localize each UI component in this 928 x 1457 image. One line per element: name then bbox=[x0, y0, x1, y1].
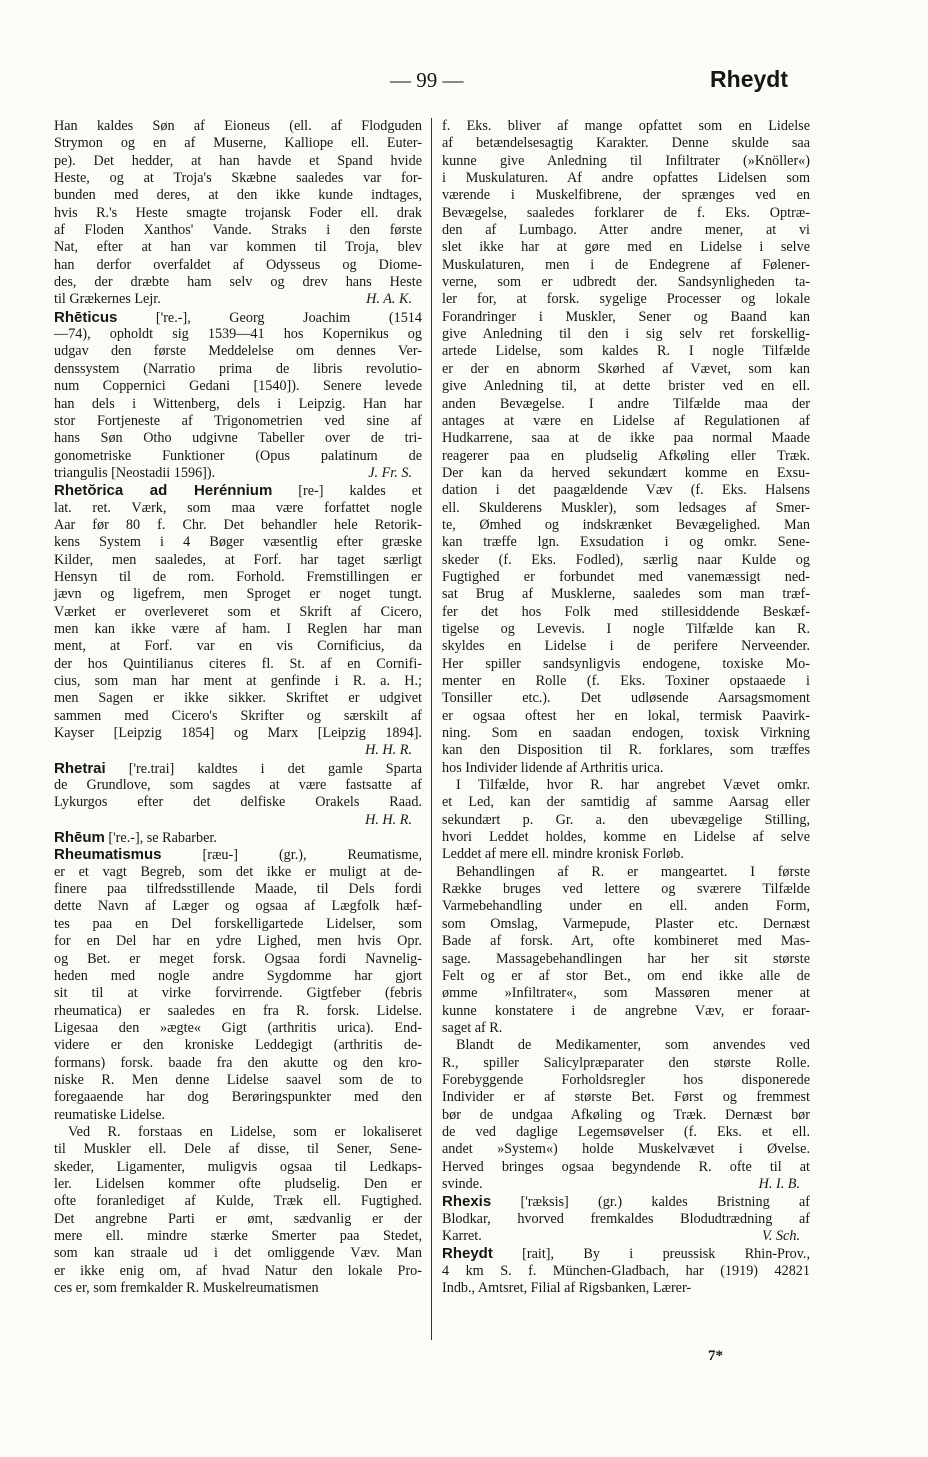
text-line bbox=[442, 343, 810, 360]
line-text: Indb., Amtsret, Filial af Rigsbanken, Lærer- bbox=[442, 1280, 692, 1297]
line-text: heden med nogle andre Sygdomme har gjort bbox=[54, 967, 422, 984]
text-line bbox=[442, 1245, 810, 1262]
text-line bbox=[54, 378, 422, 395]
line-text: gonometriske Funktioner (Opus palatinum de bbox=[54, 447, 422, 464]
line-text: kunne konstatere i de angrebne Væv, er foraar- bbox=[442, 1002, 810, 1019]
line-text: udgav den første Meddelelse om dennes Ver- bbox=[54, 343, 422, 360]
line-text: ment, at Forf. var en vis Cornificius, da bbox=[54, 638, 422, 655]
line-text: Individer er af største Bet. Først og fremmest bbox=[442, 1089, 810, 1106]
text-line bbox=[442, 638, 810, 655]
text-line bbox=[442, 864, 810, 881]
line-text: Lykurgos efter det delfiske Orakels Raad. bbox=[54, 794, 422, 811]
text-line bbox=[54, 1176, 422, 1193]
text-line bbox=[54, 794, 422, 811]
text-line bbox=[442, 569, 810, 586]
line-text: som kan straale ud i det omliggende Væv. Man bbox=[54, 1245, 422, 1262]
text-line bbox=[54, 396, 422, 413]
text-line bbox=[442, 187, 810, 204]
line-text: rheumatica) er saaledes en fra R. forsk. Lidelse. bbox=[54, 1002, 422, 1019]
text-line bbox=[54, 673, 422, 690]
text-line bbox=[54, 586, 422, 603]
text-line bbox=[54, 881, 422, 898]
text-line bbox=[442, 933, 810, 950]
text-line bbox=[54, 170, 422, 187]
line-text: cius, som man har ment at genfinde i R. a. H.; bbox=[54, 673, 422, 689]
line-text: til Grækernes Lejr. bbox=[54, 291, 161, 308]
text-line bbox=[442, 1141, 810, 1158]
author-signature: J. Fr. S. bbox=[368, 464, 412, 481]
line-text: til Muskler ell. Dele af disse, til Sener, Sene- bbox=[54, 1141, 422, 1158]
text-line bbox=[54, 933, 422, 950]
entry-headword: Rhēum bbox=[54, 829, 105, 847]
line-text: kens System i 4 Bøger væsentlig efter græske bbox=[54, 534, 422, 551]
text-line bbox=[442, 586, 810, 603]
text-line bbox=[442, 1037, 810, 1054]
text-line bbox=[54, 1211, 422, 1228]
line-text: Der kan da herved sekundært komme en Exsu- bbox=[442, 464, 810, 481]
line-text: reagerer paa en pludselig Afkøling eller Træk. bbox=[442, 447, 810, 464]
line-text: ning. Som en saadan endogen, toxisk Virkning bbox=[442, 725, 810, 742]
text-line bbox=[54, 829, 422, 846]
line-text: stor Fortjeneste af Trigonometrien ved sine af bbox=[54, 412, 422, 429]
line-text: Hensyn til de rom. Forhold. Fremstillingen er bbox=[54, 568, 422, 585]
line-text: ['ræksis] (gr.) kaldes Bristning af bbox=[491, 1194, 810, 1211]
text-line bbox=[54, 153, 422, 170]
line-text: ['re.-], Georg Joachim (1514 bbox=[117, 309, 422, 326]
text-line bbox=[442, 1107, 810, 1124]
line-text: Række bruges ved lettere og sværere Tilfælde bbox=[442, 881, 810, 898]
line-text: hvis R.'s Heste smagte trojansk Foder ell. drak bbox=[54, 204, 422, 221]
line-text: num Coppernici Gedani [1540]). Senere levede bbox=[54, 378, 422, 395]
text-line bbox=[54, 898, 422, 915]
line-text: [ræu-] (gr.), Reumatisme, bbox=[161, 847, 422, 864]
text-line bbox=[442, 656, 810, 673]
line-text: kan den Disposition til R. forklares, som træffes bbox=[442, 742, 810, 759]
text-line bbox=[442, 673, 810, 690]
text-line bbox=[54, 222, 422, 239]
line-text: svinde. bbox=[442, 1175, 483, 1192]
line-text: R., spiller Salicylpræparater den største Rolle. bbox=[442, 1054, 810, 1071]
line-text: mere ell. mindre stærke Smerter paa Stedet, bbox=[54, 1228, 422, 1244]
line-text: af betændelsesagtig Karakter. Denne skulde saa bbox=[442, 135, 810, 152]
line-text: 4 km S. f. München-Gladbach, har (1919) 42821 bbox=[442, 1262, 810, 1279]
line-text: dette Navn af Læger og ogsaa af Lægfolk hæf- bbox=[54, 898, 422, 915]
line-text: sage. Massagebehandlingen har her sit største bbox=[442, 950, 810, 967]
text-line bbox=[442, 1159, 810, 1176]
text-line bbox=[54, 916, 422, 933]
text-line bbox=[54, 274, 422, 291]
line-text: hvori Leddet holdes, komme en Lidelse af selve bbox=[442, 829, 810, 846]
text-line bbox=[54, 968, 422, 985]
text-line bbox=[442, 465, 810, 482]
line-text: de Grundlove, som sagdes at være fastsatte af bbox=[54, 777, 422, 794]
line-text: reumatiske Lidelse. bbox=[54, 1106, 166, 1123]
author-signature: V. Sch. bbox=[762, 1228, 800, 1244]
text-line bbox=[442, 881, 810, 898]
text-line bbox=[54, 1003, 422, 1020]
text-line bbox=[54, 448, 422, 465]
entry-headword: Rheumatismus bbox=[54, 846, 162, 864]
line-text: Heste, og at Troja's Skæbne saaledes var for- bbox=[54, 170, 422, 187]
line-text: Det angrebne Parti er ømt, sædvanlig er der bbox=[54, 1210, 422, 1227]
line-text: hos Individer lidende af Arthritis urica. bbox=[442, 759, 664, 776]
text-line bbox=[54, 777, 422, 794]
author-signature: H. H. R. bbox=[365, 811, 412, 828]
text-line bbox=[54, 1159, 422, 1176]
line-text: Kilder, men saaledes, at Forf. har taget særligt bbox=[54, 551, 422, 568]
text-line bbox=[442, 378, 810, 395]
text-line bbox=[442, 309, 810, 326]
line-text: andet »System«) holde Muskelvævet i Øvelse. bbox=[442, 1141, 810, 1158]
line-text: artede Lidelse, som kaldes R. I nogle Tilfælde bbox=[442, 343, 810, 360]
line-text: og Bet. er meget forsk. Ogsaa fordi Navnelig- bbox=[54, 950, 422, 967]
entry-headword: Rhetŏrica ad Herénnium bbox=[54, 482, 273, 500]
text-line bbox=[54, 413, 422, 430]
text-line bbox=[54, 656, 422, 673]
line-text: er ikke enig om, af hvad Natur den lokale Pro- bbox=[54, 1262, 422, 1279]
line-text: sit til at virke forvirrende. Gigtfeber (febris bbox=[54, 985, 422, 1002]
line-text: men Sagen er ikke sikker. Skriftet er udgivet bbox=[54, 690, 422, 707]
author-signature: H. H. R. bbox=[365, 742, 412, 759]
line-text: kunne give Anledning til Infiltrater (»Knöller«) bbox=[442, 152, 810, 169]
text-line bbox=[54, 604, 422, 621]
page-header bbox=[0, 66, 928, 96]
line-text: fer det hos Folk med stillesiddende Beskæf- bbox=[442, 603, 810, 620]
text-line bbox=[54, 1055, 422, 1072]
running-head: Rheydt bbox=[710, 66, 788, 92]
text-line bbox=[442, 1089, 810, 1106]
line-text: Muskulaturen, men i de Endegrene af Følener- bbox=[442, 256, 810, 273]
text-line bbox=[442, 239, 810, 256]
text-line bbox=[54, 1124, 422, 1141]
line-text: [re-] kaldes et bbox=[272, 483, 422, 500]
text-line bbox=[442, 1124, 810, 1141]
line-text: den af Lumbago. Atter andre mener, at vi bbox=[442, 222, 810, 239]
line-text: finere paa tilfredsstillende Maade, til Dels fordi bbox=[54, 881, 422, 898]
line-text: menter en Rolle (f. Eks. Toxiner opstaaede i bbox=[442, 673, 810, 689]
left-column bbox=[54, 118, 422, 1297]
text-line bbox=[54, 361, 422, 378]
text-line bbox=[442, 274, 810, 291]
author-signature: H. A. K. bbox=[366, 291, 412, 308]
text-line bbox=[54, 1089, 422, 1106]
text-line bbox=[54, 205, 422, 222]
line-text: skyldes en Lidelse i de perifere Nerveender. bbox=[442, 638, 810, 655]
line-text: give Anledning til, at dette brister ved en ell. bbox=[442, 378, 810, 395]
entry-headword: Rhexis bbox=[442, 1193, 492, 1211]
text-line bbox=[442, 1020, 810, 1037]
line-text: formans) forsk. baade fra den akutte og den kro- bbox=[54, 1054, 422, 1071]
entry-headword: Rhēticus bbox=[54, 308, 118, 326]
line-text: I Tilfælde, hvor R. har angrebet Vævet omkr. bbox=[456, 777, 810, 794]
line-text: værende i Muskelfibrene, der sprænges ved en bbox=[442, 187, 810, 204]
text-line bbox=[54, 500, 422, 517]
text-line bbox=[54, 1228, 422, 1245]
line-text: i Muskulaturen. Af andre opfattes Lidelsen som bbox=[442, 170, 810, 187]
line-text: kan træffe lgn. Exsudation i og omkr. Sene- bbox=[442, 534, 810, 551]
line-text: Ligesaa den »ægte« Gigt (arthritis urica). End- bbox=[54, 1019, 422, 1036]
line-text: hans Søn Otho udgivne Tabeller over de tri- bbox=[54, 430, 422, 447]
line-text: Tonsiller etc.). Det udløsende Aarsagsmoment bbox=[442, 690, 810, 707]
text-line bbox=[442, 951, 810, 968]
text-line bbox=[442, 742, 810, 759]
text-line bbox=[442, 448, 810, 465]
line-text: Kayser [Leipzig 1854] og Marx [Leipzig 1894]. bbox=[54, 725, 422, 742]
text-line bbox=[442, 1280, 810, 1297]
text-line bbox=[442, 985, 810, 1002]
line-text: dation i det paagældende Væv (f. Eks. Halsens bbox=[442, 482, 810, 499]
text-line bbox=[442, 396, 810, 413]
text-line bbox=[442, 517, 810, 534]
text-line bbox=[54, 569, 422, 586]
text-line bbox=[442, 604, 810, 621]
text-line bbox=[54, 638, 422, 655]
text-line bbox=[54, 951, 422, 968]
text-line bbox=[442, 690, 810, 707]
text-line bbox=[54, 708, 422, 725]
line-text: Karret. bbox=[442, 1228, 482, 1244]
text-line bbox=[54, 621, 422, 638]
text-line bbox=[54, 690, 422, 707]
line-text: te, Ømhed og indskrænket Bevægelighed. Man bbox=[442, 516, 810, 533]
text-line bbox=[442, 205, 810, 222]
text-line bbox=[442, 1228, 810, 1245]
text-line bbox=[54, 517, 422, 534]
text-line bbox=[442, 708, 810, 725]
line-text: —74), opholdt sig 1539—41 hos Kopernikus og bbox=[54, 326, 422, 343]
signature-mark: 7* bbox=[708, 1348, 723, 1364]
text-line bbox=[442, 812, 810, 829]
page-number: — 99 — bbox=[390, 68, 464, 92]
text-line bbox=[54, 343, 422, 360]
line-text: ler for, at forsk. sygelige Processer og lokale bbox=[442, 291, 810, 308]
text-line bbox=[54, 864, 422, 881]
text-line bbox=[54, 309, 422, 326]
line-text: men kan ikke være af ham. I Reglen har man bbox=[54, 620, 422, 637]
text-line bbox=[442, 534, 810, 551]
text-line bbox=[54, 118, 422, 135]
line-text: ler. Lidelsen kommer ofte pludselig. Den er bbox=[54, 1175, 422, 1192]
line-text: Her spiller sandsynligvis endogene, toxiske Mo- bbox=[442, 655, 810, 672]
text-line bbox=[54, 1263, 422, 1280]
text-line bbox=[54, 1193, 422, 1210]
text-line bbox=[442, 916, 810, 933]
line-text: foregaaende har dog Berøringspunkter med den bbox=[54, 1089, 422, 1106]
line-text: skeder, Ligamenter, muligvis ogsaa til Ledkaps- bbox=[54, 1158, 422, 1175]
text-line bbox=[54, 1141, 422, 1158]
text-line bbox=[442, 846, 810, 863]
text-line bbox=[54, 1037, 422, 1054]
line-text: Nat, efter at han var kommen til Troja, blev bbox=[54, 239, 422, 256]
text-line bbox=[442, 326, 810, 343]
line-text: der hos Quintilianus citeres fl. St. af en Cornifi- bbox=[54, 655, 422, 672]
line-text: ces er, som fremkalder R. Muskelreumatismen bbox=[54, 1280, 319, 1297]
text-line bbox=[442, 482, 810, 499]
text-line bbox=[442, 153, 810, 170]
text-line bbox=[54, 326, 422, 343]
line-text: Værket er overleveret som et Skrift af Cicero, bbox=[54, 603, 422, 620]
line-text: Forebyggende Forholdsregler hos disponerede bbox=[442, 1071, 810, 1088]
line-text: sat Brug af Musklerne, saaledes som man træf- bbox=[442, 586, 810, 603]
line-text: ømme »Infiltrater«, som Massøren mener at bbox=[442, 985, 810, 1002]
line-text: denssystem (Narratio prima de libris revolutio- bbox=[54, 360, 422, 377]
line-text: Strymon og en af Muserne, Kalliope ell. Euter- bbox=[54, 135, 422, 152]
line-text: saget af R. bbox=[442, 1019, 503, 1036]
text-line bbox=[442, 1263, 810, 1280]
line-text: Behandlingen af R. er mangeartet. I første bbox=[456, 863, 810, 880]
text-line bbox=[54, 725, 422, 742]
line-text: Forandringer i Muskler, Sener og Baand kan bbox=[442, 308, 810, 325]
line-text: tigelse og Levevis. I nogle Tilfælde kan R. bbox=[442, 620, 810, 637]
text-line bbox=[442, 413, 810, 430]
text-line bbox=[54, 985, 422, 1002]
text-line bbox=[442, 777, 810, 794]
line-text: triangulis [Neostadii 1596]). bbox=[54, 464, 216, 481]
text-line bbox=[442, 500, 810, 517]
line-text: Bevægelse, saaledes forklarer de f. Eks. Optræ- bbox=[442, 204, 810, 221]
line-text: niske R. Men denne Lidelse saavel som de to bbox=[54, 1071, 422, 1088]
line-text: de ved daglige Legemsøvelser (f. Eks. et ell. bbox=[442, 1123, 810, 1140]
line-text: [rait], By i preussisk Rhin-Prov., bbox=[492, 1246, 810, 1263]
text-line bbox=[442, 760, 810, 777]
text-line bbox=[54, 1107, 422, 1124]
text-line bbox=[442, 1055, 810, 1072]
line-text: som Omslag, Varmepude, Plaster etc. Dernæst bbox=[442, 915, 810, 932]
line-text: Hudkarrene, saa at de ikke paa normal Maade bbox=[442, 430, 810, 447]
text-line bbox=[54, 257, 422, 274]
line-text: verne, som er udbredt der. Sandsynligheden ta- bbox=[442, 274, 810, 291]
line-text: ['re.trai] kaldtes i det gamle Sparta bbox=[105, 760, 422, 777]
text-line bbox=[442, 552, 810, 569]
line-text: Han kaldes Søn af Eioneus (ell. af Flodguden bbox=[54, 118, 422, 134]
text-line bbox=[54, 1245, 422, 1262]
line-text: give Anledning til den i sig selv ret forskellig- bbox=[442, 326, 810, 343]
line-text: jævn og ligefrem, men Sproget er noget tungt. bbox=[54, 586, 422, 603]
text-line bbox=[442, 135, 810, 152]
text-line bbox=[54, 239, 422, 256]
column-divider bbox=[431, 118, 432, 1340]
text-line bbox=[442, 725, 810, 742]
text-line bbox=[442, 898, 810, 915]
line-text: pe). Det hedder, at han havde et Spand hvide bbox=[54, 152, 422, 169]
line-text: sekundært p. Gr. a. den ubevægelige Stilling, bbox=[442, 811, 810, 828]
text-line bbox=[442, 829, 810, 846]
text-line bbox=[442, 1193, 810, 1210]
line-text: han dels i Wittenberg, dels i Leipzig. Han har bbox=[54, 395, 422, 412]
line-text: bunden med deres, at den ikke kunde indtages, bbox=[54, 187, 422, 204]
line-text: f. Eks. bliver af mange opfattet som en Lidelse bbox=[442, 118, 810, 134]
text-line bbox=[442, 222, 810, 239]
line-text: Fugtighed er forbundet med vanemæssigt ned- bbox=[442, 568, 810, 585]
line-text: Aar før 80 f. Chr. Det behandler hele Retorik- bbox=[54, 516, 422, 533]
line-text: Herved bringes ogsaa begyndende R. ofte til at bbox=[442, 1158, 810, 1175]
text-line bbox=[442, 621, 810, 638]
line-text: ['re.-], se Rabarber. bbox=[104, 830, 217, 847]
text-line bbox=[442, 968, 810, 985]
entry-headword: Rheydt bbox=[442, 1245, 493, 1263]
line-text: skeder (f. Eks. Fodled), særlig naar Kulde og bbox=[442, 551, 810, 568]
text-line bbox=[442, 430, 810, 447]
line-text: er et vagt Begreb, som det ikke er muligt at de- bbox=[54, 863, 422, 880]
text-line bbox=[442, 257, 810, 274]
text-line bbox=[54, 465, 422, 482]
text-line bbox=[54, 291, 422, 308]
line-text: for en Del har en ydre Lighed, men hvis Opr. bbox=[54, 933, 422, 950]
line-text: des, der dræbte ham selv og drev hans Heste bbox=[54, 274, 422, 291]
line-text: Bade af forsk. Art, ofte kombineret med Mas- bbox=[442, 933, 810, 950]
text-line bbox=[442, 1003, 810, 1020]
text-line bbox=[442, 1176, 810, 1193]
text-line bbox=[442, 1211, 810, 1228]
author-signature: H. I. B. bbox=[758, 1175, 800, 1192]
text-line bbox=[442, 794, 810, 811]
right-column bbox=[442, 118, 810, 1297]
text-line bbox=[54, 430, 422, 447]
text-line bbox=[54, 1020, 422, 1037]
line-text: lat. ret. Værk, som maa være forfattet nogle bbox=[54, 499, 422, 516]
line-text: et Led, kan der samtidig af samme Aarsag eller bbox=[442, 794, 810, 811]
text-line bbox=[54, 482, 422, 499]
line-text: ell. Skulderens Muskler), som ledsages af Smer- bbox=[442, 499, 810, 516]
line-text: er ogsaa oftest her en lokal, termisk Paavirk- bbox=[442, 707, 810, 724]
text-line bbox=[54, 135, 422, 152]
line-text: videre er den kroniske Leddegigt (arthritis de- bbox=[54, 1037, 422, 1054]
line-text: Blodkar, hvorved fremkaldes Blodudtrædning af bbox=[442, 1210, 810, 1227]
text-line bbox=[54, 552, 422, 569]
line-text: han derfor overfaldet af Odysseus og Diome- bbox=[54, 256, 422, 273]
line-text: Blandt de Medikamenter, som anvendes ved bbox=[456, 1037, 810, 1054]
text-line bbox=[54, 1072, 422, 1089]
line-text: tes paa en Del forskelligartede Lidelser, som bbox=[54, 915, 422, 932]
line-text: Varmebehandling under en ell. anden Form, bbox=[442, 898, 810, 915]
line-text: antages at være en Lidelse af Regulationen af bbox=[442, 412, 810, 429]
text-line bbox=[442, 361, 810, 378]
line-text: anden Bevægelse. I andre Tilfælde maa der bbox=[442, 395, 810, 412]
line-text: Ved R. forstaas en Lidelse, som er lokaliseret bbox=[68, 1123, 422, 1140]
text-line bbox=[442, 170, 810, 187]
text-line bbox=[442, 1072, 810, 1089]
text-line bbox=[54, 1280, 422, 1297]
line-text: bør de undgaa Afkøling og Træk. Dernæst bør bbox=[442, 1106, 810, 1123]
text-line bbox=[442, 291, 810, 308]
text-line bbox=[54, 846, 422, 863]
line-text: Felt og er af stor Bet., om end ikke alle de bbox=[442, 967, 810, 984]
line-text: Leddet af mere ell. mindre kronisk Forløb. bbox=[442, 846, 684, 863]
line-text: er der en abnorm Skørhed af Vævet, som kan bbox=[442, 360, 810, 377]
line-text: af Floden Xanthos' Vande. Straks i den første bbox=[54, 222, 422, 239]
text-line bbox=[442, 118, 810, 135]
text-line bbox=[54, 760, 422, 777]
text-line bbox=[54, 534, 422, 551]
line-text: slet ikke har at gøre med en Lidelse i selve bbox=[442, 239, 810, 256]
text-line bbox=[54, 187, 422, 204]
entry-headword: Rhetrai bbox=[54, 759, 106, 777]
line-text: ofte foranlediget af Kulde, Træk ell. Fugtighed. bbox=[54, 1193, 422, 1210]
line-text: sammen med Cicero's Skrifter og særskilt af bbox=[54, 707, 422, 724]
